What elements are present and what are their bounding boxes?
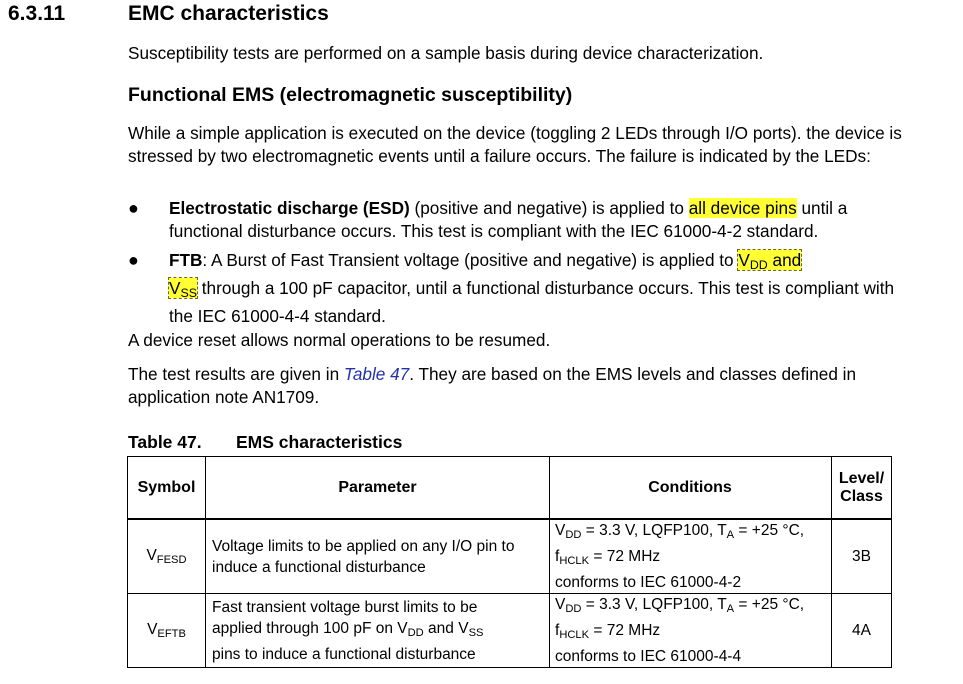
cond-end: = +25 °C, bbox=[734, 596, 805, 613]
section-number: 6.3.11 bbox=[8, 2, 66, 25]
cell-level: 4A bbox=[832, 594, 892, 668]
bullet-ftb-text bbox=[169, 249, 909, 328]
ftb-pre: : A Burst of Fast Transient voltage (positive and negative) is applied to bbox=[202, 250, 739, 270]
sym-sub: FESD bbox=[156, 554, 187, 566]
cell-parameter bbox=[206, 594, 550, 668]
param-dd: DD bbox=[407, 626, 424, 639]
header-parameter: Parameter bbox=[206, 457, 550, 520]
cond-v: V bbox=[555, 522, 566, 539]
vdd-and-highlight bbox=[738, 250, 801, 270]
cond-hclk: HCLK bbox=[559, 629, 590, 641]
vss-sub: SS bbox=[180, 286, 197, 300]
sym-v: V bbox=[146, 547, 157, 564]
cond-v: V bbox=[555, 596, 566, 613]
cond-f: f bbox=[555, 622, 560, 639]
reset-paragraph: A device reset allows normal operations to be resumed. bbox=[128, 330, 551, 350]
table-row bbox=[128, 519, 892, 594]
cond-a: A bbox=[726, 603, 735, 615]
esd-pre: (positive and negative) is applied to bbox=[409, 198, 689, 218]
cond-a: A bbox=[726, 529, 735, 541]
table-caption-title: EMS characteristics bbox=[236, 432, 403, 452]
cond-conf: conforms to IEC 61000-4-4 bbox=[555, 648, 742, 665]
bullet-esd-text bbox=[169, 197, 909, 243]
table-row bbox=[128, 594, 892, 668]
cell-conditions bbox=[550, 594, 832, 668]
param-and: and V bbox=[423, 619, 469, 637]
param-line1: Fast transient voltage burst limits to be bbox=[212, 598, 478, 616]
table-link[interactable]: Table 47 bbox=[343, 364, 410, 384]
bullet-dot-icon: ● bbox=[128, 198, 139, 218]
header-level: Level/ bbox=[838, 469, 885, 487]
cell-symbol bbox=[128, 519, 206, 594]
cond-freq: = 72 MHz bbox=[589, 622, 661, 639]
sym-v: V bbox=[147, 621, 158, 638]
results-paragraph bbox=[128, 363, 918, 409]
table-caption-number: Table 47. bbox=[128, 432, 202, 452]
cond-mid: = 3.3 V, LQFP100, T bbox=[581, 522, 727, 539]
vdd-v: V bbox=[738, 250, 750, 270]
vss-v: V bbox=[169, 278, 181, 298]
results-post: . They are based on the EMS levels and classes defined in application note AN1709. bbox=[128, 364, 857, 407]
ftb-post: through a 100 pF capacitor, until a functional disturbance occurs. This test is compliant with the IEC 61000-4-4 standard. bbox=[169, 278, 895, 326]
cond-dd: DD bbox=[565, 603, 582, 615]
header-class: Class bbox=[840, 487, 883, 505]
cell-conditions bbox=[550, 519, 832, 594]
esd-highlight: all device pins bbox=[688, 198, 797, 218]
param-line3: pins to induce a functional disturbance bbox=[212, 645, 476, 663]
cond-end: = +25 °C, bbox=[734, 522, 805, 539]
cond-freq: = 72 MHz bbox=[589, 548, 661, 565]
cond-mid: = 3.3 V, LQFP100, T bbox=[581, 596, 727, 613]
table-header-row bbox=[128, 457, 892, 520]
ems-table bbox=[127, 456, 892, 668]
cond-conf: conforms to IEC 61000-4-2 bbox=[555, 574, 742, 591]
bullet-dot-icon: ● bbox=[128, 250, 139, 270]
ftb-and: and bbox=[767, 250, 802, 270]
header-conditions: Conditions bbox=[550, 457, 832, 520]
param-line2: applied through 100 pF on V bbox=[212, 619, 408, 637]
intro-paragraph: Susceptibility tests are performed on a sample basis during device characterization. bbox=[128, 43, 764, 63]
vss-highlight bbox=[169, 278, 197, 298]
cell-symbol bbox=[128, 594, 206, 668]
cond-dd: DD bbox=[565, 529, 582, 541]
header-level-class bbox=[832, 457, 892, 520]
table-caption bbox=[128, 432, 403, 453]
results-pre: The test results are given in bbox=[128, 364, 344, 384]
subsection-title: Functional EMS (electromagnetic susceptibility) bbox=[128, 84, 573, 106]
cell-level: 3B bbox=[832, 519, 892, 594]
cond-hclk: HCLK bbox=[559, 555, 590, 567]
header-symbol: Symbol bbox=[128, 457, 206, 520]
vdd-sub: DD bbox=[749, 258, 768, 272]
section-title: EMC characteristics bbox=[128, 2, 329, 25]
esd-post: until a functional disturbance occurs. This test is compliant with the IEC 61000-4-2 standard. bbox=[169, 198, 848, 241]
cond-f: f bbox=[555, 548, 560, 565]
param-ss: SS bbox=[468, 626, 484, 639]
sym-sub: EFTB bbox=[157, 628, 186, 640]
description-paragraph: While a simple application is executed on the device (toggling 2 LEDs through I/O ports). the device is stressed by two electromagnetic events until a failure occurs. The failure is indicated by the LEDs: bbox=[128, 123, 902, 166]
esd-term: Electrostatic discharge (ESD) bbox=[169, 198, 410, 218]
ftb-term: FTB bbox=[169, 250, 203, 270]
cell-parameter: Voltage limits to be applied on any I/O pin to induce a functional disturbance bbox=[206, 519, 550, 594]
